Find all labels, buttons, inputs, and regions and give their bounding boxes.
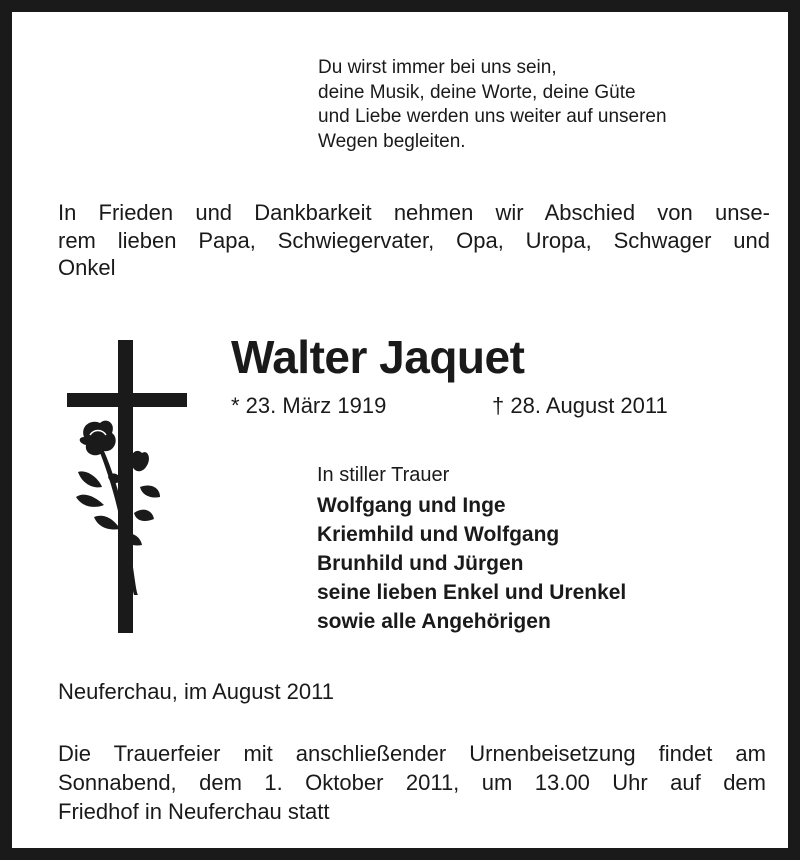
farewell-intro xyxy=(58,199,770,282)
verse-line: Du wirst immer bei uns sein, xyxy=(318,57,557,78)
verse-line: und Liebe werden uns weiter auf unseren xyxy=(318,106,667,127)
mourner-entry: Wolfgang und Inge xyxy=(317,494,506,517)
mourner-entry: sowie alle Angehörigen xyxy=(317,610,551,633)
mourner-entry: Brunhild und Jürgen xyxy=(317,552,524,575)
cross-with-rose-icon xyxy=(62,337,192,637)
intro-line: In Frieden und Dankbarkeit nehmen wir Abschied von unse- xyxy=(58,200,770,225)
intro-line: rem lieben Papa, Schwiegervater, Opa, Uropa, Schwager und xyxy=(58,227,770,253)
mourners-list xyxy=(317,491,626,636)
mourner-entry: seine lieben Enkel und Urenkel xyxy=(317,581,627,604)
memorial-verse xyxy=(318,56,667,154)
mourner-entry: Kriemhild und Wolfgang xyxy=(317,523,560,546)
notice-line: Friedhof in Neuferchau statt xyxy=(58,799,330,824)
verse-line: deine Musik, deine Worte, deine Güte xyxy=(318,81,636,103)
death-date: † 28. August 2011 xyxy=(492,393,668,418)
notice-line: Die Trauerfeier mit anschließender Urnenbeisetzung findet am xyxy=(58,741,766,766)
funeral-notice xyxy=(58,739,766,826)
intro-line: Onkel xyxy=(58,255,116,280)
deceased-name: Walter Jaquet xyxy=(231,331,525,383)
birth-date: * 23. März 1919 xyxy=(231,393,387,418)
mourning-intro: In stiller Trauer xyxy=(317,464,450,486)
verse-line: Wegen begleiten. xyxy=(318,130,466,152)
notice-line: Sonnabend, dem 1. Oktober 2011, um 13.00 Uhr auf dem xyxy=(58,770,766,795)
place-and-date: Neuferchau, im August 2011 xyxy=(58,679,334,704)
